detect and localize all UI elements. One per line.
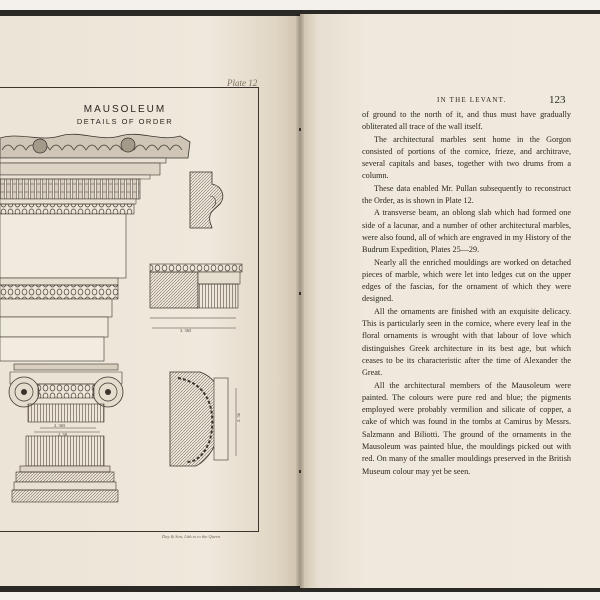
plate-imprint: Day & Son, Lith.rs to the Queen	[162, 534, 221, 539]
paragraph: All the ornaments are finished with an exquisite delicacy. This is particularly seen in the cornice, where every leaf in the floral ornaments is wrought with that labour of love which distinguishes Greek architecture in its best age, but which ceases to be its characteristic after the time of Alexander the Great.	[362, 306, 571, 378]
body-text	[362, 109, 571, 478]
plate-title: MAUSOLEUM	[83, 104, 167, 115]
dimension-label: 2. 58	[58, 432, 67, 437]
dimension-label: 2. 36	[236, 413, 241, 422]
plate-subtitle: DETAILS OF ORDER	[76, 117, 174, 126]
paragraph: These data enabled Mr. Pullan subsequently to reconstruct the Order, as is shown in Plate 12.	[362, 183, 571, 206]
running-title: IN THE LEVANT.	[437, 96, 507, 104]
paragraph: A transverse beam, an oblong slab which had formed one side of a lacunar, and a number of other architectural marbles, were also found, all of which are engraved in my History of the Budrum Expedition, Plates 25—29.	[362, 208, 571, 255]
cornice-profile-drawing	[190, 172, 223, 228]
paragraph: Nearly all the enriched mouldings are worked on detached pieces of marble, which were let into ledges cut on the upper edges of the fascias, for the ornament of which they were designed.	[362, 257, 571, 304]
architrave-drawing	[0, 214, 126, 361]
capital-profile-drawing	[150, 264, 242, 318]
paragraph: All the architectural members of the Mausoleum were painted. The colours were pure red and blue; the pigments employed were probably vermilion and silicate of copper, a cake of which was found in the tombs at Camirus by Messrs. Salzmann and Biliotti. The ground of the ornaments in the Mausoleum was painted blue, the mouldings picked out with red. On many of the smaller mouldings preserved in the British Museum colour may yet be seen.	[362, 380, 571, 476]
cornice-drawing	[0, 134, 190, 214]
dimension-label: 2. 365	[54, 423, 66, 428]
page-number: 123	[549, 94, 566, 106]
paragraph: of ground to the north of it, and thus must have gradually obliterated all trace of the wall itself.	[362, 110, 571, 132]
plate-number: Plate 12	[227, 78, 258, 88]
torus-section-drawing	[170, 372, 228, 466]
dimension-label: 3. 365	[180, 328, 192, 333]
ionic-capital-drawing	[9, 364, 123, 422]
paragraph: The architectural marbles sent home in the Gorgon consisted of portions of the cornice, frieze, and architrave, several capitals and bases, together with two drums from a column.	[362, 134, 571, 181]
column-base-drawing	[12, 436, 118, 502]
